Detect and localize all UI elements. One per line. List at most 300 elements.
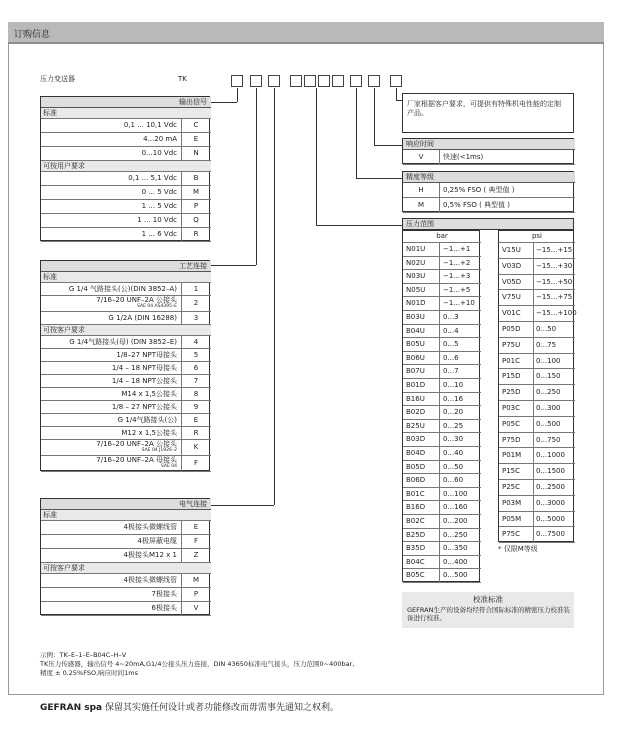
column-divider xyxy=(533,243,534,259)
custom-note: 厂家根据客户要求，可提供有特殊机电性能的定制产品。 xyxy=(407,100,561,118)
range-code: P05C xyxy=(502,419,521,428)
example-line-2: TK压力传感器，输出信号 4~20mA,G1/4公接头压力连接，DIN 43650标准电气接头，压力范围0~400bar, xyxy=(40,660,355,668)
range-code: B02D xyxy=(406,408,426,417)
group-title: 工艺连接 xyxy=(179,262,207,270)
group-section-label xyxy=(41,325,211,336)
option-row xyxy=(403,150,575,165)
range-code: V15U xyxy=(502,246,521,254)
column-divider xyxy=(533,496,534,512)
column-divider xyxy=(533,433,534,449)
option-label: 6极接头 xyxy=(151,604,177,612)
range-value: 0...7500 xyxy=(536,530,565,539)
column-divider xyxy=(533,464,534,480)
range-code: B04D xyxy=(406,449,426,457)
option-code: F xyxy=(193,537,199,545)
code-square xyxy=(304,75,316,87)
option-row xyxy=(41,147,211,161)
range-value: 0...5 xyxy=(443,340,459,349)
connector-line xyxy=(210,102,237,103)
column-divider xyxy=(439,461,440,475)
range-code: B25U xyxy=(406,421,425,430)
page-title: 订购信息 xyxy=(14,30,51,40)
connector-line xyxy=(316,88,317,225)
option-code: E xyxy=(193,523,199,531)
column-divider xyxy=(533,354,534,370)
range-value: −15...+15 xyxy=(536,246,573,254)
group-title: 输出信号 xyxy=(179,98,207,106)
column-divider xyxy=(439,501,440,515)
code-square xyxy=(268,75,280,87)
connector-line xyxy=(374,88,375,145)
code-square xyxy=(231,75,243,87)
process-connection-group xyxy=(40,260,210,471)
option-row xyxy=(41,133,211,147)
range-value: −15...+50 xyxy=(536,277,573,286)
option-row xyxy=(41,228,211,242)
range-code: P25D xyxy=(502,388,521,397)
range-code: N01U xyxy=(406,245,426,253)
connector-line xyxy=(256,88,257,265)
bar-row xyxy=(403,501,481,515)
option-sublabel: SAE 04 xyxy=(160,464,177,469)
option-code: N xyxy=(193,149,199,157)
range-value: −1...+3 xyxy=(443,272,471,281)
option-label: 7/16–20 UNF–2A 公接头 xyxy=(96,296,177,304)
accuracy-group xyxy=(402,171,574,212)
option-label: G 1/2A (DIN 16288) xyxy=(108,314,177,322)
range-code: P75C xyxy=(502,530,521,539)
option-label: 7/16–20 UNF–2A 公接头 xyxy=(96,440,177,448)
column-divider xyxy=(439,183,440,198)
bar-row xyxy=(403,447,481,461)
group-section-label xyxy=(41,563,211,574)
psi-row xyxy=(499,480,575,496)
column-divider xyxy=(533,385,534,401)
option-label: G 1/4气路接头(公) xyxy=(117,416,177,424)
code-square xyxy=(368,75,380,87)
group-title-bar xyxy=(41,499,211,510)
option-label: 7极接头 xyxy=(151,590,177,598)
range-value: −1...+5 xyxy=(443,285,471,294)
range-value: 0...1000 xyxy=(536,451,565,460)
option-label: 1/4 – 18 NPT公接头 xyxy=(111,377,177,385)
range-value: 0...50 xyxy=(443,462,464,471)
bar-row xyxy=(403,393,481,407)
option-code: R xyxy=(193,429,199,437)
range-code: P05D xyxy=(502,325,521,333)
range-code: V03D xyxy=(502,261,522,270)
range-code: B35D xyxy=(406,544,426,553)
response-time-group xyxy=(402,138,574,164)
column-divider xyxy=(439,379,440,393)
option-code: 7 xyxy=(193,377,199,385)
psi-row xyxy=(499,385,575,401)
column-divider xyxy=(533,290,534,306)
range-code: B06D xyxy=(406,476,426,485)
range-value: 0...500 xyxy=(536,419,561,428)
option-code: F xyxy=(193,459,199,467)
psi-row xyxy=(499,527,575,543)
option-code: 3 xyxy=(193,314,199,322)
group-title: 压力范围 xyxy=(406,220,434,228)
column-divider xyxy=(439,311,440,325)
footer-brand: GEFRAN spa xyxy=(40,703,103,713)
range-code: N05U xyxy=(406,285,426,294)
code-square xyxy=(250,75,262,87)
option-row xyxy=(41,296,211,312)
bar-unit: bar xyxy=(436,232,448,240)
range-value: 0...3000 xyxy=(536,498,565,507)
range-code: P15C xyxy=(502,467,521,476)
option-code: V xyxy=(418,153,424,161)
option-code: B xyxy=(193,174,199,182)
column-divider xyxy=(439,243,440,257)
option-label: G 1/4气路接头(母) (DIN 3852–E) xyxy=(69,338,177,346)
bar-row xyxy=(403,270,481,284)
bar-row xyxy=(403,515,481,529)
range-code: N01D xyxy=(406,299,426,308)
range-value: 0...400 xyxy=(443,557,468,566)
range-value: −1...+10 xyxy=(443,299,475,308)
range-value: 0...100 xyxy=(443,489,468,498)
range-value: 0...150 xyxy=(536,372,561,381)
column-divider xyxy=(439,297,440,311)
option-code: 9 xyxy=(193,403,199,411)
calibration-text: GEFRAN生产的设备均经符合国际标准的精密压力校准装备进行校准。 xyxy=(407,606,570,623)
range-value: 0...750 xyxy=(536,435,561,444)
range-value: 0...100 xyxy=(536,356,561,365)
column-divider xyxy=(439,352,440,366)
option-label: 0 ... 5 Vdc xyxy=(141,188,177,196)
range-code: P75D xyxy=(502,435,521,444)
range-code: B01D xyxy=(406,381,426,389)
range-value: 0...75 xyxy=(536,340,557,349)
code-square xyxy=(390,75,402,87)
column-divider xyxy=(439,447,440,461)
range-code: N02U xyxy=(406,258,426,267)
psi-row xyxy=(499,433,575,449)
column-divider xyxy=(439,542,440,556)
range-value: 0...300 xyxy=(536,404,561,412)
bar-row xyxy=(403,461,481,475)
section-label: 标准 xyxy=(43,273,57,281)
calibration-box xyxy=(402,592,574,628)
bar-row xyxy=(403,406,481,420)
bar-row xyxy=(403,243,481,257)
range-value: 0...30 xyxy=(443,435,464,444)
range-code: P05M xyxy=(502,514,522,523)
page-header xyxy=(8,22,604,44)
option-row xyxy=(41,200,211,214)
option-label: M12 x 1,5公接头 xyxy=(121,429,177,437)
range-code: B16D xyxy=(406,503,426,512)
option-row xyxy=(403,198,575,213)
column-divider xyxy=(533,259,534,275)
option-code: 1 xyxy=(193,285,199,293)
electrical-connection-group xyxy=(40,498,210,615)
column-divider xyxy=(439,198,440,213)
connector-line xyxy=(274,88,275,505)
range-value: 0...20 xyxy=(443,408,464,417)
range-code: B04U xyxy=(406,326,425,335)
option-row xyxy=(41,401,211,414)
psi-note: * 仅限M等级 xyxy=(498,545,538,553)
connector-line xyxy=(374,145,402,146)
option-row xyxy=(41,574,211,588)
option-code: 4 xyxy=(193,338,199,346)
option-row xyxy=(41,349,211,362)
bar-row xyxy=(403,379,481,393)
range-code: V05D xyxy=(502,277,522,286)
option-row xyxy=(41,521,211,535)
option-code: 5 xyxy=(193,351,199,359)
option-label: 0,25% FSO ( 典型值 ) xyxy=(443,186,515,194)
option-sublabel: SAE 04 AS4395–E xyxy=(137,304,177,309)
footer-text: 保留其实施任何设计或者功能修改而毋需事先通知之权利。 xyxy=(102,703,339,713)
psi-row xyxy=(499,448,575,464)
option-row xyxy=(41,414,211,427)
option-label: 快速(<1ms) xyxy=(443,153,484,161)
group-title-bar xyxy=(41,97,211,108)
range-value: 0...40 xyxy=(443,449,464,457)
range-value: 0...6 xyxy=(443,353,459,362)
bar-row xyxy=(403,284,481,298)
product-label: 压力变送器 xyxy=(40,75,75,83)
bar-row xyxy=(403,556,481,570)
range-value: 0...50 xyxy=(536,325,557,333)
option-code: Q xyxy=(193,216,199,224)
option-code: P xyxy=(193,590,199,598)
connector-line xyxy=(210,505,274,506)
column-divider xyxy=(439,529,440,543)
range-code: B06U xyxy=(406,353,425,362)
option-code: M xyxy=(192,188,200,196)
option-row xyxy=(41,388,211,401)
range-code: P75U xyxy=(502,340,521,349)
range-value: 0...7 xyxy=(443,367,459,376)
option-label: 0,5% FSO ( 典型值 ) xyxy=(443,201,511,209)
option-code: V xyxy=(193,604,199,612)
connector-line xyxy=(356,178,402,179)
range-value: 0...4 xyxy=(443,326,459,335)
column-divider xyxy=(439,270,440,284)
group-title-bar xyxy=(403,172,575,183)
option-code: M xyxy=(417,201,425,209)
range-code: B02C xyxy=(406,517,425,525)
bar-row xyxy=(403,297,481,311)
option-row xyxy=(41,214,211,228)
option-row xyxy=(41,362,211,375)
option-label: 4极屏蔽电缆 xyxy=(137,537,177,545)
section-label: 标准 xyxy=(43,511,57,519)
option-code: 2 xyxy=(193,299,199,307)
range-value: 0...2500 xyxy=(536,483,565,491)
bar-row xyxy=(403,433,481,447)
column-divider xyxy=(439,284,440,298)
option-code: H xyxy=(418,186,424,194)
range-code: B03U xyxy=(406,313,425,321)
option-row xyxy=(41,283,211,296)
bar-table xyxy=(402,230,480,582)
option-row xyxy=(41,456,211,472)
range-value: 0...250 xyxy=(536,388,561,397)
option-label: 4极接头微螺线管 xyxy=(123,576,177,584)
psi-row xyxy=(499,464,575,480)
psi-table xyxy=(498,230,577,542)
range-code: V01C xyxy=(502,309,521,318)
group-title-bar xyxy=(41,261,211,272)
column-divider xyxy=(533,338,534,354)
bar-row xyxy=(403,311,481,325)
column-divider xyxy=(439,569,440,583)
custom-note-box xyxy=(402,93,574,133)
column-divider xyxy=(533,275,534,291)
bar-row xyxy=(403,542,481,556)
psi-row xyxy=(499,306,575,322)
range-value: −15...+100 xyxy=(536,309,577,318)
psi-row xyxy=(499,512,575,528)
option-row xyxy=(403,183,575,198)
range-code: B07U xyxy=(406,367,425,376)
column-divider xyxy=(439,338,440,352)
group-title: 精度等级 xyxy=(406,173,434,181)
option-code: C xyxy=(193,121,199,129)
section-label: 可按用户要求 xyxy=(43,162,85,170)
option-label: 0,1 ... 5,1 Vdc xyxy=(128,174,177,182)
range-code: P01C xyxy=(502,356,521,365)
option-row xyxy=(41,186,211,200)
range-code: B16U xyxy=(406,394,425,403)
psi-row xyxy=(499,496,575,512)
psi-row xyxy=(499,354,575,370)
connector-line xyxy=(237,88,238,102)
column-divider xyxy=(439,474,440,488)
column-divider xyxy=(439,556,440,570)
output-signal-group xyxy=(40,96,210,241)
code-square xyxy=(332,75,344,87)
psi-unit: psi xyxy=(531,232,543,240)
range-code: P03C xyxy=(502,404,521,412)
option-label: 4极接头微螺线管 xyxy=(123,523,177,531)
option-code: E xyxy=(193,416,199,424)
range-code: N03U xyxy=(406,272,426,281)
bar-row xyxy=(403,257,481,271)
range-code: V75U xyxy=(502,293,521,302)
bar-row xyxy=(403,529,481,543)
option-code: 6 xyxy=(193,364,199,372)
psi-row xyxy=(499,401,575,417)
column-divider xyxy=(439,488,440,502)
range-value: −15...+30 xyxy=(536,261,573,270)
option-label: M14 x 1,5公接头 xyxy=(121,390,177,398)
range-code: B04C xyxy=(406,557,425,566)
range-value: 0...160 xyxy=(443,503,468,512)
option-row xyxy=(41,535,211,549)
bar-row xyxy=(403,569,481,583)
option-label: G 1/4 气路接头(公)(DIN 3852–A) xyxy=(68,285,177,293)
code-square xyxy=(290,75,302,87)
option-label: 7/16–20 UNF–2A 母接头 xyxy=(96,456,177,464)
column-divider xyxy=(533,322,534,338)
section-label: 可按客户要求 xyxy=(43,326,85,334)
range-value: 0...5000 xyxy=(536,514,565,523)
range-value: 0...250 xyxy=(443,530,468,539)
range-value: 0...60 xyxy=(443,476,464,485)
group-section-label xyxy=(41,161,211,172)
option-label: 1/8–27 NPT母接头 xyxy=(116,351,177,359)
column-divider xyxy=(439,420,440,434)
option-label: 1 ... 10 Vdc xyxy=(137,216,177,224)
column-divider xyxy=(439,433,440,447)
column-divider xyxy=(533,306,534,322)
range-value: 0...350 xyxy=(443,544,468,553)
option-row xyxy=(41,602,211,616)
example-line-3: 精度 ± 0.25%FSO,响应时间1ms xyxy=(40,669,139,677)
connector-line xyxy=(210,265,256,266)
range-value: 0...16 xyxy=(443,394,464,403)
option-code: K xyxy=(193,443,199,451)
column-divider xyxy=(533,448,534,464)
option-label: 1 ... 6 Vdc xyxy=(141,230,177,238)
option-code: M xyxy=(192,576,200,584)
range-value: −15...+75 xyxy=(536,293,573,302)
range-value: 0...10 xyxy=(443,381,464,389)
column-divider xyxy=(533,369,534,385)
option-code: Z xyxy=(193,551,199,559)
bar-row xyxy=(403,352,481,366)
range-value: −1...+2 xyxy=(443,258,471,267)
column-divider xyxy=(533,401,534,417)
psi-row xyxy=(499,369,575,385)
option-row xyxy=(41,427,211,440)
range-code: B05D xyxy=(406,462,426,471)
column-divider xyxy=(439,150,440,165)
group-title: 响应时间 xyxy=(406,140,434,148)
column-divider xyxy=(533,480,534,496)
range-code: B01C xyxy=(406,489,425,498)
psi-row xyxy=(499,243,575,259)
option-row xyxy=(41,375,211,388)
range-code: P15D xyxy=(502,372,521,381)
psi-row xyxy=(499,275,575,291)
psi-row xyxy=(499,322,575,338)
column-divider xyxy=(439,406,440,420)
range-value: 0...200 xyxy=(443,517,468,525)
option-row xyxy=(41,312,211,325)
group-title-bar xyxy=(403,139,575,150)
bar-row xyxy=(403,420,481,434)
range-value: −1...+1 xyxy=(443,245,471,253)
bar-row xyxy=(403,338,481,352)
column-divider xyxy=(439,257,440,271)
option-label: 0,1 ... 10,1 Vdc xyxy=(123,121,177,129)
range-code: P03M xyxy=(502,498,522,507)
column-divider xyxy=(533,417,534,433)
range-value: 0...25 xyxy=(443,421,464,430)
range-code: B05U xyxy=(406,340,425,349)
footer xyxy=(40,700,339,713)
bar-row xyxy=(403,365,481,379)
range-code: B03D xyxy=(406,435,426,444)
option-row xyxy=(41,336,211,349)
code-square xyxy=(350,75,362,87)
option-row xyxy=(41,172,211,186)
option-label: 4极接头M12 x 1 xyxy=(123,551,177,559)
range-code: B05C xyxy=(406,571,425,580)
option-sublabel: SAE 04 J1926–2 xyxy=(141,448,177,453)
option-label: 0...10 Vdc xyxy=(141,149,177,157)
option-code: R xyxy=(193,230,199,238)
